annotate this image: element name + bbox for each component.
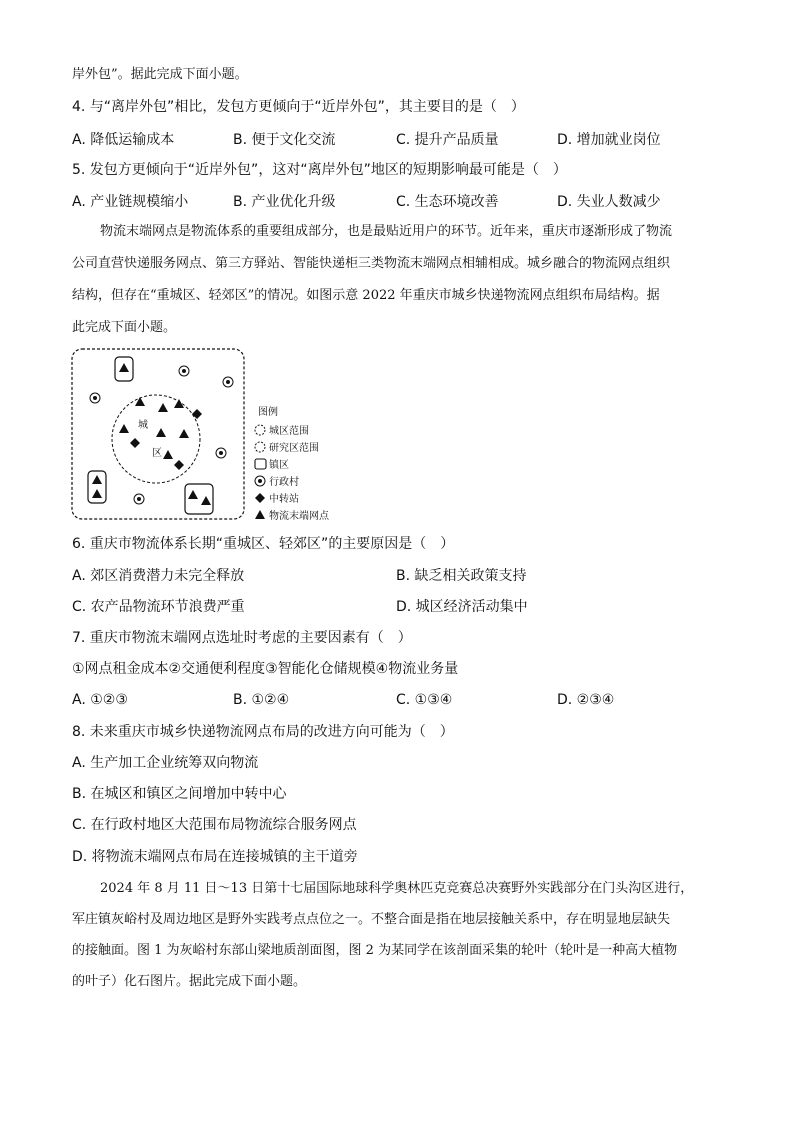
question-4-option-c: C. 提升产品质量 bbox=[396, 132, 499, 148]
question-5-option-a: A. 产业链规模缩小 bbox=[72, 194, 189, 210]
logistics-layout-map bbox=[70, 347, 360, 527]
question-4-option-d: D. 增加就业岗位 bbox=[557, 132, 661, 148]
terminal-point-icon bbox=[119, 424, 129, 433]
passage-tail: 岸外包”。据此完成下面小题。 bbox=[72, 67, 248, 82]
study-area-legend-icon bbox=[255, 442, 265, 452]
city-label-1: 城 bbox=[138, 420, 148, 431]
question-7-option-b: B. ①②④ bbox=[233, 692, 290, 708]
question-8-option-c: C. 在行政村地区大范围布局物流综合服务网点 bbox=[72, 817, 357, 833]
question-7-option-a: A. ①②③ bbox=[72, 692, 128, 708]
legend-village: 行政村 bbox=[269, 477, 299, 488]
terminal-point-legend-icon bbox=[255, 510, 265, 519]
question-6-stem: 6. 重庆市物流体系长期“重城区、轻郊区”的主要原因是（ ） bbox=[72, 536, 455, 552]
passage-3-line-3: 的接触面。图 1 为灰峪村东部山梁地质剖面图，图 2 为某同学在该剖面采集的轮叶（轮叶是一种高大植物 bbox=[72, 943, 678, 958]
terminal-point-icon bbox=[156, 428, 166, 437]
village-icon bbox=[223, 377, 233, 387]
terminal-point-icon bbox=[188, 490, 198, 499]
city-label-2: 区 bbox=[152, 448, 162, 459]
terminal-point-icon bbox=[135, 397, 145, 406]
question-7-stem: 7. 重庆市物流末端网点选址时考虑的主要因素有（ ） bbox=[72, 630, 412, 646]
legend-terminal-point: 物流末端网点 bbox=[269, 511, 329, 522]
village-legend-icon bbox=[255, 476, 265, 486]
passage-3-line-1: 2024 年 8 月 11 日～13 日第十七届国际地球科学奥林匹克竞赛总决赛野外实践部分在门头沟区进行， bbox=[100, 881, 694, 896]
question-5-option-b: B. 产业优化升级 bbox=[233, 194, 336, 210]
village-icon bbox=[179, 366, 189, 376]
question-7-option-c: C. ①③④ bbox=[396, 692, 453, 708]
city-area-legend-icon bbox=[255, 425, 265, 435]
question-5-stem: 5. 发包方更倾向于“近岸外包”，这对“离岸外包”地区的短期影响最可能是（ ） bbox=[72, 162, 567, 178]
city-area-boundary bbox=[112, 395, 200, 483]
terminal-point-icon bbox=[179, 429, 189, 438]
passage-2-line-2: 公司直营快递服务网点、第三方驿站、智能快递柜三类物流末端网点相辅相成。城乡融合的物流网点组织 bbox=[72, 256, 671, 271]
passage-2-line-3: 结构，但存在“重城区、轻郊区”的情况。如图示意 2022 年重庆市城乡快递物流网点组织布局结构。据 bbox=[72, 288, 660, 303]
question-7-factors: ①网点租金成本②交通便利程度③智能化仓储规模④物流业务量 bbox=[72, 661, 459, 677]
question-7-option-d: D. ②③④ bbox=[557, 692, 615, 708]
transfer-station-legend-icon bbox=[255, 493, 265, 503]
question-5-option-d: D. 失业人数减少 bbox=[557, 194, 661, 210]
village-icon bbox=[134, 494, 144, 504]
terminal-point-icon bbox=[92, 475, 102, 484]
passage-2-line-1: 物流末端网点是物流体系的重要组成部分，也是最贴近用户的环节。近年来，重庆市逐渐形成了物流 bbox=[100, 224, 673, 239]
transfer-station-icon bbox=[130, 438, 140, 448]
town-area-legend-icon bbox=[255, 459, 266, 469]
legend-city-area: 城区范围 bbox=[269, 426, 309, 437]
transfer-station-icon bbox=[192, 409, 202, 419]
village-icon bbox=[90, 393, 100, 403]
question-6-option-c: C. 农产品物流环节浪费严重 bbox=[72, 599, 245, 615]
terminal-point-icon bbox=[92, 489, 102, 498]
passage-3-line-4: 的叶子）化石图片。据此完成下面小题。 bbox=[72, 974, 307, 989]
question-8-option-b: B. 在城区和镇区之间增加中转中心 bbox=[72, 786, 287, 802]
question-4-option-a: A. 降低运输成本 bbox=[72, 132, 175, 148]
question-6-option-d: D. 城区经济活动集中 bbox=[396, 599, 528, 615]
terminal-point-icon bbox=[163, 450, 173, 459]
terminal-point-icon bbox=[158, 403, 168, 412]
transfer-station-icon bbox=[174, 460, 184, 470]
question-4-option-b: B. 便于文化交流 bbox=[233, 132, 336, 148]
legend-study-area: 研究区范围 bbox=[269, 443, 319, 454]
question-6-option-a: A. 郊区消费潜力未完全释放 bbox=[72, 568, 245, 584]
question-5-option-c: C. 生态环境改善 bbox=[396, 194, 499, 210]
legend-transfer-station: 中转站 bbox=[269, 494, 299, 505]
village-icon bbox=[216, 448, 226, 458]
question-4-stem: 4. 与“离岸外包”相比，发包方更倾向于“近岸外包”，其主要目的是（ ） bbox=[72, 99, 525, 115]
question-6-option-b: B. 缺乏相关政策支持 bbox=[396, 568, 527, 584]
question-8-option-a: A. 生产加工企业统筹双向物流 bbox=[72, 755, 259, 771]
passage-2-line-4: 此完成下面小题。 bbox=[72, 320, 177, 335]
question-8-option-d: D. 将物流末端网点布局在连接城镇的主干道旁 bbox=[72, 849, 358, 865]
legend-title: 图例 bbox=[258, 407, 278, 418]
legend-town-area: 镇区 bbox=[269, 460, 289, 471]
terminal-point-icon bbox=[201, 496, 211, 505]
passage-3-line-2: 军庄镇灰峪村及周边地区是野外实践考点点位之一。不整合面是指在地层接触关系中，存在明显地层缺失 bbox=[72, 912, 671, 927]
question-8-stem: 8. 未来重庆市城乡快递物流网点布局的改进方向可能为（ ） bbox=[72, 724, 454, 740]
terminal-point-icon bbox=[119, 363, 129, 372]
